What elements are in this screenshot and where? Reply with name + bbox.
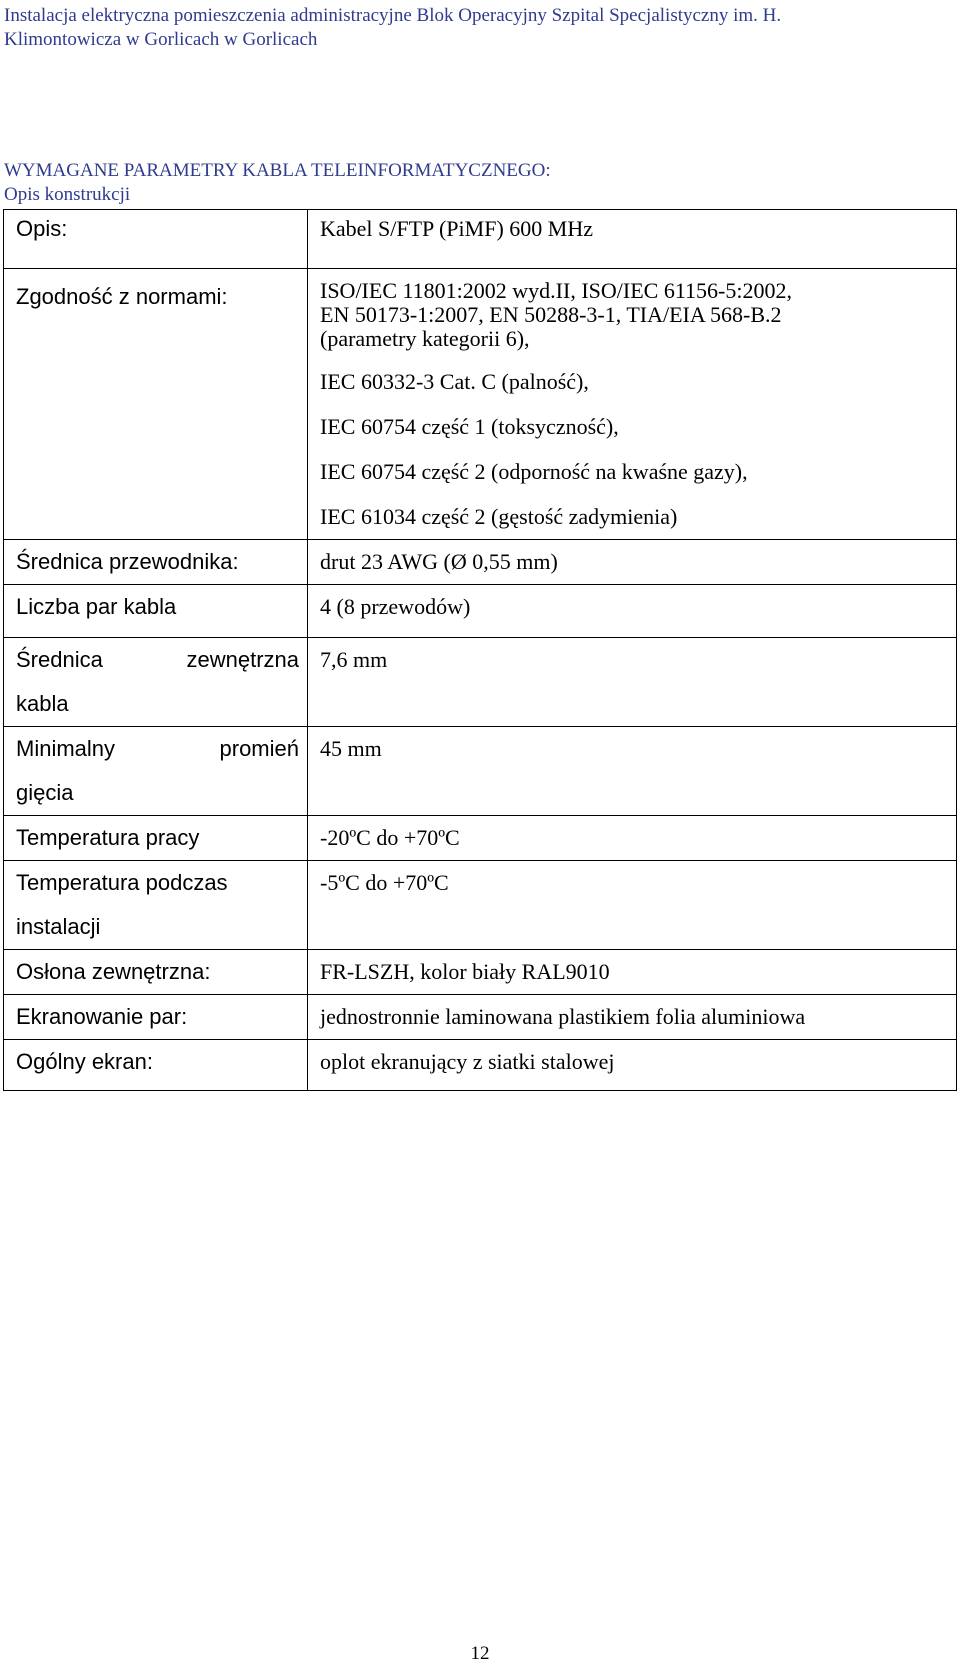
header-line-1: Instalacja elektryczna pomieszczenia administracyjne Blok Operacyjny Szpital Specjalistyczny im. H. [4,5,782,26]
value-normy [308,269,957,540]
label-temperatura-pracy: Temperatura pracy [4,816,308,861]
label-promien-giecia-line-1: Minimalny promień [16,736,299,761]
cable-parameters-table [3,209,957,1091]
label-promien-giecia [4,727,308,816]
table-row-oslona [4,950,957,995]
value-temperatura-pracy: -20ºC do +70ºC [308,816,957,861]
table-row-temperatura-instalacji [4,861,957,950]
norm-line: IEC 60754 część 1 (toksyczność), [320,414,619,439]
label-normy: Zgodność z normami: [16,284,228,309]
value-liczba-par: 4 (8 przewodów) [308,585,957,638]
label-oslona: Osłona zewnętrzna: [4,950,308,995]
value-oslona: FR-LSZH, kolor biały RAL9010 [308,950,957,995]
value-srednica-przewodnika: drut 23 AWG (Ø 0,55 mm) [308,540,957,585]
label-temperatura-instalacji-line-2: instalacji [16,914,101,939]
label-normy-cell [4,269,308,540]
norm-line: (parametry kategorii 6), [320,326,530,351]
value-srednica-zewnetrzna: 7,6 mm [308,638,957,727]
table-row-srednica-zewnetrzna [4,638,957,727]
label-ekranowanie: Ekranowanie par: [4,995,308,1040]
value-opis: Kabel S/FTP (PiMF) 600 MHz [308,210,957,269]
label-srednica-zewnetrzna-line-2: kabla [16,691,69,716]
table-row-promien-giecia [4,727,957,816]
value-ekran: oplot ekranujący z siatki stalowej [308,1040,957,1091]
label-promien-giecia-line-2: gięcia [16,780,74,805]
norm-line: IEC 60332-3 Cat. C (palność), [320,369,589,394]
norm-line: IEC 61034 część 2 (gęstość zadymienia) [320,504,678,529]
label-ekran: Ogólny ekran: [4,1040,308,1091]
section-title: WYMAGANE PARAMETRY KABLA TELEINFORMATYCZNEGO: [4,160,551,181]
table-row-ekranowanie [4,995,957,1040]
table-row-temperatura-pracy [4,816,957,861]
section-subtitle: Opis konstrukcji [4,184,131,205]
table-row-ekran [4,1040,957,1091]
label-temperatura-instalacji [4,861,308,950]
label-srednica-zewnetrzna-line-1: Średnica zewnętrzna [16,647,299,672]
value-promien-giecia: 45 mm [308,727,957,816]
table-row-srednica-przewodnika [4,540,957,585]
norm-line: IEC 60754 część 2 (odporność na kwaśne gazy), [320,459,748,484]
label-temperatura-instalacji-line-1: Temperatura podczas [16,870,228,895]
table-row-normy [4,269,957,540]
table-row-opis [4,210,957,269]
value-ekranowanie: jednostronnie laminowana plastikiem folia aluminiowa [308,995,957,1040]
norm-line: ISO/IEC 11801:2002 wyd.II, ISO/IEC 61156-5:2002, [320,278,792,303]
label-opis: Opis: [4,210,308,269]
value-temperatura-instalacji: -5ºC do +70ºC [308,861,957,950]
label-liczba-par: Liczba par kabla [4,585,308,638]
label-srednica-przewodnika: Średnica przewodnika: [4,540,308,585]
document-header [4,4,944,52]
header-line-2: Klimontowicza w Gorlicach w Gorlicach [4,29,318,50]
label-srednica-zewnetrzna [4,638,308,727]
norm-line: EN 50173-1:2007, EN 50288-3-1, TIA/EIA 568-B.2 [320,302,782,327]
table-row-liczba-par [4,585,957,638]
page-number: 12 [470,1643,490,1664]
